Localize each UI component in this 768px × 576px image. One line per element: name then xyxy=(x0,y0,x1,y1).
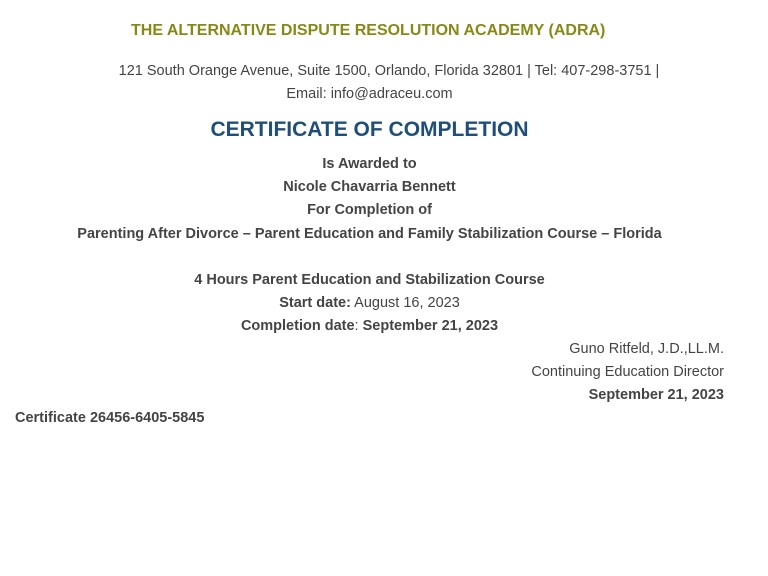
completion-date-label: Completion date xyxy=(240,318,355,334)
signer-role: Continuing Education Director xyxy=(531,364,724,380)
certificate-title: CERTIFICATE OF COMPLETION xyxy=(210,118,529,141)
completion-date-separator: : xyxy=(354,318,359,334)
organization-address: 121 South Orange Avenue, Suite 1500, Orlando, Florida 32801 | Tel: 407-298-3751 | xyxy=(118,63,660,79)
organization-email: Email: info@adraceu.com xyxy=(286,86,453,102)
start-date-value: August 16, 2023 xyxy=(354,295,460,311)
signature-date: September 21, 2023 xyxy=(588,387,724,403)
course-hours: 4 Hours Parent Education and Stabilization Course xyxy=(194,272,545,288)
completion-label: For Completion of xyxy=(307,202,432,218)
certificate-number: Certificate 26456-6405-5845 xyxy=(15,410,205,426)
signer-name: Guno Ritfeld, J.D.,LL.M. xyxy=(569,341,724,357)
start-date-line xyxy=(0,295,739,311)
completion-date-value: September 21, 2023 xyxy=(362,318,499,334)
recipient-name: Nicole Chavarria Bennett xyxy=(283,179,456,195)
awarded-label: Is Awarded to xyxy=(322,156,417,172)
organization-name: THE ALTERNATIVE DISPUTE RESOLUTION ACADEMY (ADRA) xyxy=(131,22,606,39)
course-title: Parenting After Divorce – Parent Education and Family Stabilization Course – Florida xyxy=(77,226,662,242)
completion-date-line xyxy=(0,318,739,334)
start-date-label: Start date: xyxy=(279,295,351,311)
